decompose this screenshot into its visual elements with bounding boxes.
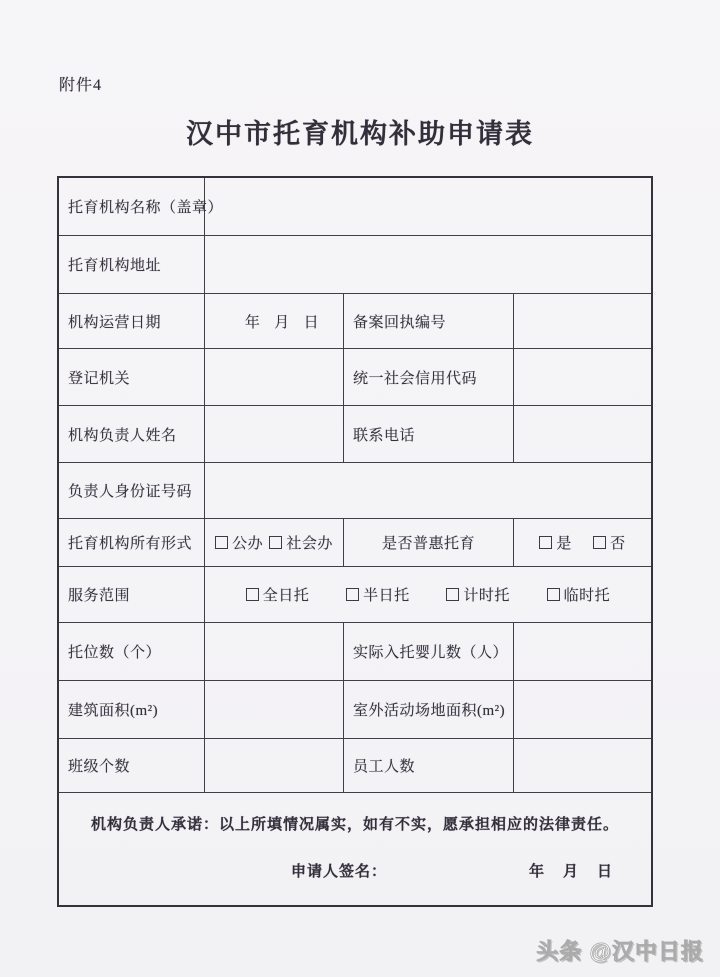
table-row	[59, 236, 651, 294]
head-name-field	[205, 406, 344, 462]
id-card-field	[205, 463, 651, 518]
table-row	[59, 463, 651, 519]
month-unit-label: 月	[562, 864, 579, 880]
checkbox-icon	[215, 536, 228, 549]
table-row	[59, 294, 651, 349]
year-unit-label: 年	[528, 864, 545, 880]
day-unit-label: 日	[596, 864, 613, 880]
infants-label: 实际入托婴儿数（人）	[344, 623, 514, 680]
phone-label: 联系电话	[344, 406, 514, 462]
table-row	[59, 793, 651, 905]
id-card-label: 负责人身份证号码	[59, 463, 205, 518]
application-form-table	[57, 176, 653, 907]
org-name-field	[205, 178, 651, 235]
checkbox-icon	[269, 536, 282, 549]
table-row	[59, 178, 651, 236]
day-unit-label: 日	[303, 314, 320, 331]
signature-line	[59, 860, 651, 881]
checkbox-icon	[346, 588, 359, 601]
org-address-label: 托育机构地址	[59, 236, 205, 293]
outdoor-area-label: 室外活动场地面积(m²)	[344, 681, 514, 738]
option-label: 否	[610, 536, 626, 552]
registration-authority-label: 登记机关	[59, 349, 205, 405]
credit-code-label: 统一社会信用代码	[344, 349, 514, 405]
inclusive-options-cell	[514, 519, 651, 566]
staff-count-field	[514, 739, 651, 792]
registration-authority-field	[205, 349, 344, 405]
checkbox-icon	[547, 588, 560, 601]
table-row	[59, 739, 651, 793]
slots-field	[205, 623, 344, 680]
table-row	[59, 567, 651, 623]
option-label: 临时托	[563, 588, 611, 604]
option-label: 半日托	[363, 588, 410, 604]
ownership-options-cell	[205, 519, 344, 566]
page-title: 汉中市托育机构补助申请表	[186, 119, 534, 149]
table-row	[59, 406, 651, 463]
month-unit-label: 月	[274, 314, 290, 331]
record-receipt-label: 备案回执编号	[344, 294, 514, 348]
toutiao-watermark: 头条 @汉中日报	[536, 939, 704, 964]
outdoor-area-field	[514, 681, 651, 738]
attachment-label: 附件4	[59, 77, 103, 94]
phone-field	[514, 406, 651, 462]
inclusive-label: 是否普惠托育	[344, 519, 514, 566]
table-row	[59, 623, 651, 681]
signature-label: 申请人签名：	[291, 864, 388, 880]
checkbox-option-private	[269, 532, 333, 553]
table-row	[59, 681, 651, 739]
option-label: 全日托	[262, 588, 310, 604]
ownership-label: 托育机构所有形式	[59, 519, 205, 566]
table-row	[59, 519, 651, 567]
checkbox-option-temporary	[547, 584, 611, 605]
building-area-label: 建筑面积(m²)	[59, 681, 205, 738]
record-receipt-field	[514, 294, 651, 348]
checkbox-option-yes	[539, 532, 572, 553]
head-name-label: 机构负责人姓名	[59, 406, 205, 462]
checkbox-option-no	[593, 532, 626, 553]
pledge-cell	[59, 793, 651, 905]
table-row	[59, 349, 651, 406]
checkbox-option-hourly	[446, 584, 510, 605]
building-area-field	[205, 681, 344, 738]
checkbox-option-public	[215, 532, 263, 553]
signature-date	[529, 860, 613, 881]
checkbox-icon	[446, 588, 459, 601]
year-unit-label: 年	[244, 314, 261, 331]
org-name-label: 托育机构名称（盖章）	[59, 178, 205, 235]
operating-date-label: 机构运营日期	[59, 294, 205, 348]
option-label: 是	[556, 536, 572, 552]
service-scope-label: 服务范围	[59, 567, 205, 622]
class-count-field	[205, 739, 344, 792]
slots-label: 托位数（个）	[59, 623, 205, 680]
operating-date-field	[205, 294, 344, 348]
checkbox-icon	[593, 536, 606, 549]
checkbox-option-halfday	[346, 584, 410, 605]
option-label: 计时托	[463, 588, 510, 604]
checkbox-option-fullday	[246, 584, 310, 605]
pledge-text: 机构负责人承诺：以上所填情况属实，如有不实，愿承担相应的法律责任。	[90, 817, 619, 833]
staff-count-label: 员工人数	[344, 739, 514, 792]
checkbox-icon	[246, 588, 259, 601]
service-options-cell	[205, 567, 651, 622]
infants-field	[514, 623, 651, 680]
checkbox-icon	[539, 536, 552, 549]
org-address-field	[205, 236, 651, 293]
credit-code-field	[514, 349, 651, 405]
option-label: 公办	[232, 536, 264, 552]
class-count-label: 班级个数	[59, 739, 205, 792]
option-label: 社会办	[286, 536, 333, 552]
